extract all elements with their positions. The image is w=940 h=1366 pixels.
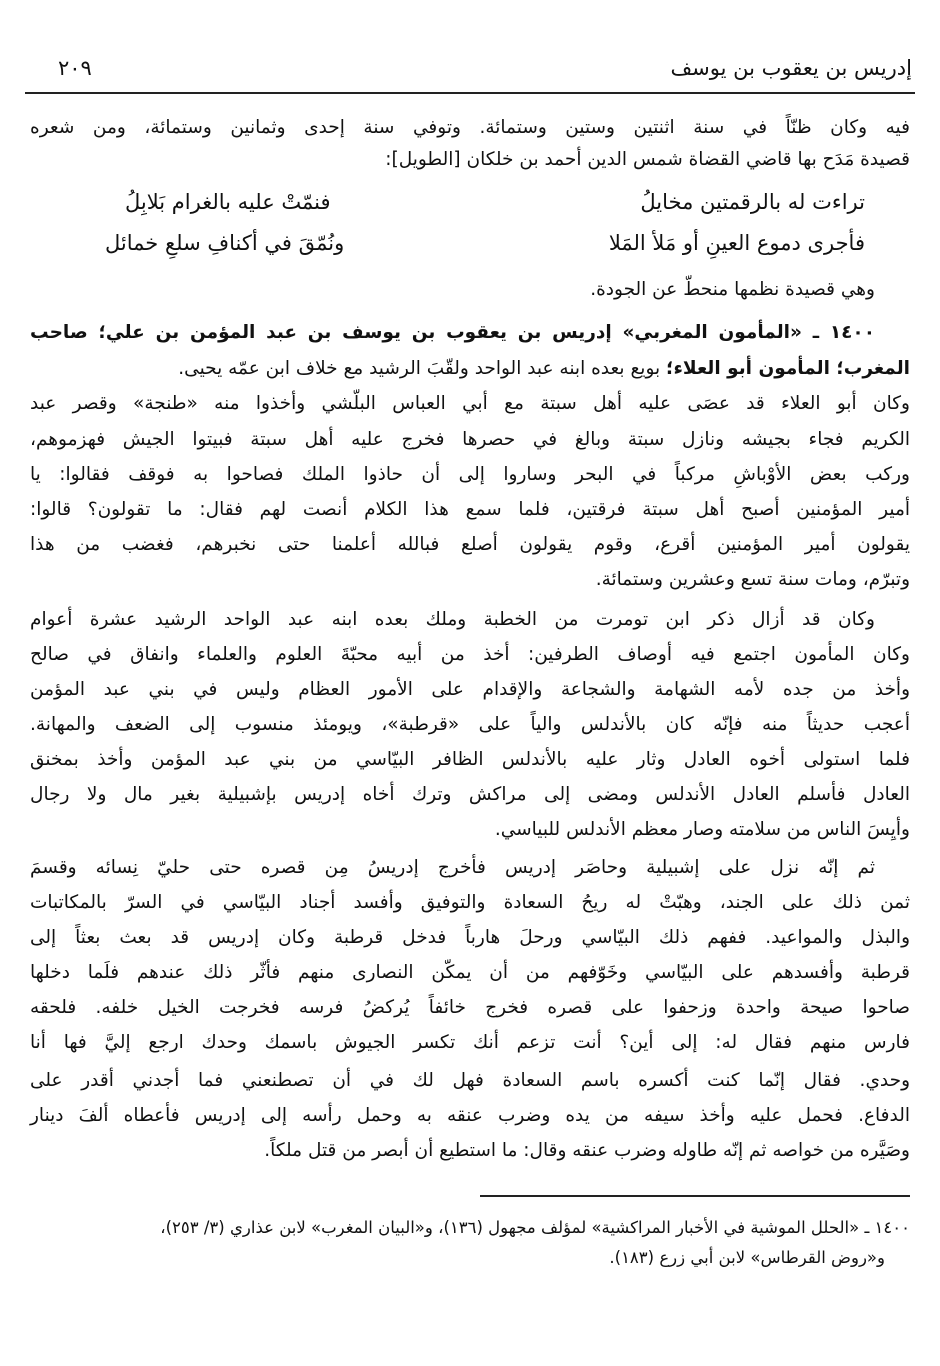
- text-line: وكان المأمون اجتمع فيه أوصاف الطرفين: أخذ من أبيه محبّةَ العلوم والعلماء وانفاق في صالح: [30, 644, 910, 665]
- text-line: قصيدة مَدَح بها قاضي القضاة شمس الدين أحمد بن خلكان [الطويل]:: [385, 149, 910, 170]
- text-line: أعجب حديثاً منه فإنّه كان بالأندلس والياً على «قرطبة»، ويومئذ منسوب إلى الضعف والمهانة.: [30, 714, 910, 735]
- text-line: ثم إنّه نزل على إشبيلية وحاصَر إدريس فأخرج إدريسُ مِن قصره حتى حليّ نِسائه وقسمَ: [30, 857, 875, 878]
- text-line: وكان أبو العلاء قد عصَى عليه أهل سبتة مع أبي العباس البلّشي وأخذوا منه «طنجة» وقصر عبد: [30, 393, 910, 414]
- text-line: فلما استولى أخوه العادل وثار عليه بالأندلس الظافر البيّاسي من بني عبد المؤمن وأخذ بمخنق: [30, 749, 910, 770]
- verse-1-first-hemistich: تراءت له بالرقمتين مخايلُ: [640, 190, 865, 214]
- text-line: فارس منهم فقال له: إلى أين؟ أنت تزعم أنك تكسر الجيوش باسمك وحدك ارجع إليَّ فها أنا: [30, 1032, 910, 1053]
- text-line: يقولون أمير المؤمنين أقرع، وقوم يقولون أصلع فبالله أعلمنا حتى نخبرهم، فغضب من هذا: [30, 534, 910, 555]
- verse-2-first-hemistich: فأجرى دموع العينِ أو مَلأ المَلا: [608, 231, 865, 255]
- footnote-line: و«روض القرطاس» لابن أبي زرع (١٨٣).: [609, 1248, 885, 1267]
- text-line: وصَيَّره من خواصه ثم إنّه طاوله وضرب عنقه وقال: ما استطيع أن أبصر من قتل ملكاً.: [264, 1140, 910, 1161]
- footnote-line: ١٤٠٠ ـ «الحلل الموشية في الأخبار المراكشية» لمؤلف مجهول (١٣٦)، و«البيان المغرب» لابن عذاري (٣/ ٢٥٣)،: [160, 1218, 910, 1237]
- footnote-rule: [480, 1195, 910, 1197]
- text-line: الدفاع. فحمل عليه وأخذ سيفه من يده وضرب عنقه به وحمل رأسه إلى إدريس فأعطاه ألفَ دينار: [30, 1105, 910, 1126]
- running-header-title: إدريس بن يعقوب بن يوسف: [670, 56, 912, 80]
- text-line: وأيِسَ الناس من سلامته وصار معظم الأندلس للبياسي.: [494, 819, 910, 840]
- text-line: وتبرّم، ومات سنة تسع وعشرين وستمائة.: [595, 569, 910, 590]
- header-rule: [25, 92, 915, 94]
- text-line: [30, 354, 910, 384]
- text-line: الكريم فجاء بجيشه ونازل سبتة وبالغ في حصرها فخرج عليه أهل سبتة فبيتوا الجيش فهزموهم،: [30, 429, 910, 450]
- text-line: صاحوا صيحة واحدة وزحفوا على قصره فخرج خائفاً يُركضُ فرسه فخرجت الخيل خلفه. فلحقه: [30, 997, 910, 1018]
- text-line: فيه وكان ظنّاً في سنة اثنتين وستين وستمائة. وتوفي سنة إحدى وثمانين وستمائة، ومن شعره: [30, 117, 910, 138]
- text-line: وهي قصيدة نظمها منحطّ عن الجودة.: [590, 279, 875, 300]
- text-line: العادل فأسلم العادل الأندلس ومضى إلى مراكش وترك أخاه إدريس بإشبيلية بغير مال ولا رجال: [30, 784, 910, 805]
- text-line: قرطبة وأفسدهم على البيّاسي وخَوّفهم من أن يمكّن النصارى منهم فأثّر ذلك عندهم فلَما دخلها: [30, 962, 910, 983]
- text-line: وكان قد أزال ذكر ابن تومرت من الخطبة وملك بعده ابنه عبد الواحد الرشيد عشرة أعوام: [30, 609, 875, 630]
- text-line: وحدي. فقال إنّما كنت أكسره باسم السعادة فهل لك في أن تصطنعني فما أجدني أقدر على: [30, 1070, 910, 1091]
- verse-1-second-hemistich: فنمّتْ عليه بالغرام بَلابِلُ: [125, 190, 331, 214]
- page-number: ٢٠٩: [58, 56, 92, 80]
- entry-heading-cont: المغرب؛ المأمون أبو العلاء؛: [666, 358, 910, 379]
- text-line: والبذل والمواعيد. ففهم ذلك البيّاسي ورحلَ هارباً فدخل قرطبة وكان إدريس قد بعث بعثاً إلى: [30, 927, 910, 948]
- text-span: بويع بعده ابنه عبد الواحد ولقّبَ الرشيد مع خلاف ابن عمّه يحيى.: [178, 358, 661, 379]
- verse-2-second-hemistich: ونُمّقَ في أكنافِ سلعِ خمائل: [105, 231, 345, 255]
- text-line: وأخذ من جده لأمه الشهامة والشجاعة والإقدام على الأمور العظام وليس في بني عبد المؤمن: [30, 679, 910, 700]
- text-line: وركب بعض الأوْباشِ مركباً في البحر وساروا إلى أن حاذوا الملك فصاحوا به فوقف فقالوا: يا: [30, 464, 910, 485]
- text-line: ثمن ذلك على الجند، وهبّتْ له ريحُ السعادة والتوفيق وأفسد أجناد البيّاسي في السرّ بالمكاتبات: [30, 892, 910, 913]
- text-line: أمير المؤمنين أصبح أهل سبتة فرقتين، فلما سمع هذا الكلام أنصت لهم فقال: ما تقولون؟ قالوا:: [30, 499, 910, 520]
- entry-heading: ١٤٠٠ ـ «المأمون المغربي» إدريس بن يعقوب بن يوسف بن عبد المؤمن بن علي؛ صاحب: [30, 322, 875, 343]
